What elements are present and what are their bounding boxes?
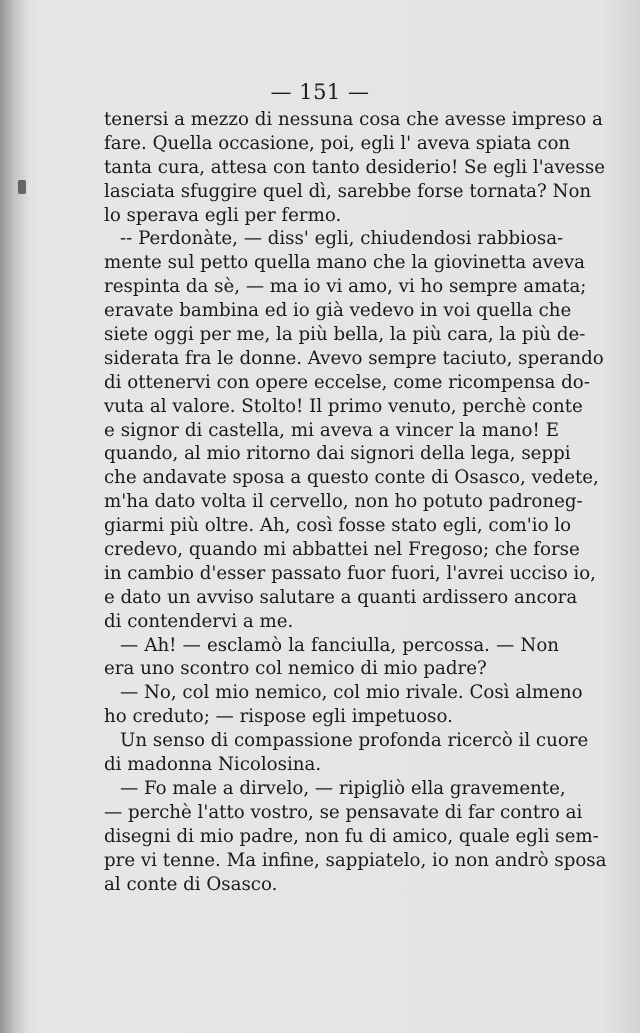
text-line: era uno scontro col nemico di mio padre? — [104, 658, 487, 680]
text-line: pre vi tenne. Ma infine, sappiatelo, io non andrò sposa — [104, 849, 607, 871]
text-line: quando, al mio ritorno dai signori della lega, seppi — [104, 443, 571, 465]
text-line: Un senso di compassione profonda ricercò il cuore — [120, 730, 589, 752]
text-line: credevo, quando mi abbattei nel Fregoso; che forse — [104, 539, 580, 561]
text-line: giarmi più oltre. Ah, così fosse stato egli, com'io lo — [104, 515, 572, 537]
page-number: — 151 — — [270, 80, 370, 104]
text-line: — No, col mio nemico, col mio rivale. Così almeno — [120, 682, 583, 704]
text-line: siete oggi per me, la più bella, la più cara, la più de- — [104, 324, 586, 346]
text-line: eravate bambina ed io già vedevo in voi quella che — [104, 300, 572, 322]
text-line: ho creduto; — rispose egli impetuoso. — [104, 706, 453, 728]
text-line: — perchè l'atto vostro, se pensavate di far contro ai — [104, 801, 583, 823]
text-line: mente sul petto quella mano che la giovinetta aveva — [104, 252, 585, 274]
text-line: al conte di Osasco. — [104, 873, 278, 895]
text-line: di madonna Nicolosina. — [104, 754, 322, 776]
text-line: respinta da sè, — ma io vi amo, vi ho sempre amata; — [104, 276, 587, 298]
text-line: lasciata sfuggire quel dì, sarebbe forse tornata? Non — [104, 180, 592, 202]
text-line: e signor di castella, mi aveva a vincer la mano! E — [104, 419, 559, 441]
binding-shadow — [0, 0, 30, 1033]
text-line: di ottenervi con opere eccelse, come ricompensa do- — [104, 371, 590, 393]
text-line: tenersi a mezzo di nessuna cosa che avesse impreso a — [104, 109, 603, 130]
text-line: siderata fra le donne. Avevo sempre taciuto, sperando — [104, 347, 604, 369]
text-line: vuta al valore. Stolto! Il primo venuto, perchè conte — [104, 395, 583, 417]
text-line: — Fo male a dirvelo, — ripigliò ella gravemente, — [120, 777, 566, 799]
edge-mark — [18, 180, 26, 194]
text-line: in cambio d'esser passato fuor fuori, l'avrei ucciso io, — [104, 562, 596, 584]
text-line: disegni di mio padre, non fu di amico, quale egli sem- — [104, 825, 599, 847]
text-line: m'ha dato volta il cervello, non ho potuto padroneg- — [104, 491, 583, 513]
text-line: lo sperava egli per fermo. — [104, 204, 342, 226]
text-line: tanta cura, attesa con tanto desiderio! Se egli l'avesse — [104, 156, 605, 178]
body-text — [104, 108, 607, 896]
text-line: di contendervi a me. — [104, 610, 294, 632]
text-line: che andavate sposa a questo conte di Osasco, vedete, — [104, 467, 599, 489]
text-line: e dato un avviso salutare a quanti ardissero ancora — [104, 586, 578, 608]
text-line: fare. Quella occasione, poi, egli l' aveva spiata con — [104, 132, 571, 154]
text-line: — Ah! — esclamò la fanciulla, percossa. — Non — [120, 634, 559, 656]
text-line: -- Perdonàte, — diss' egli, chiudendosi rabbiosa- — [120, 228, 564, 250]
